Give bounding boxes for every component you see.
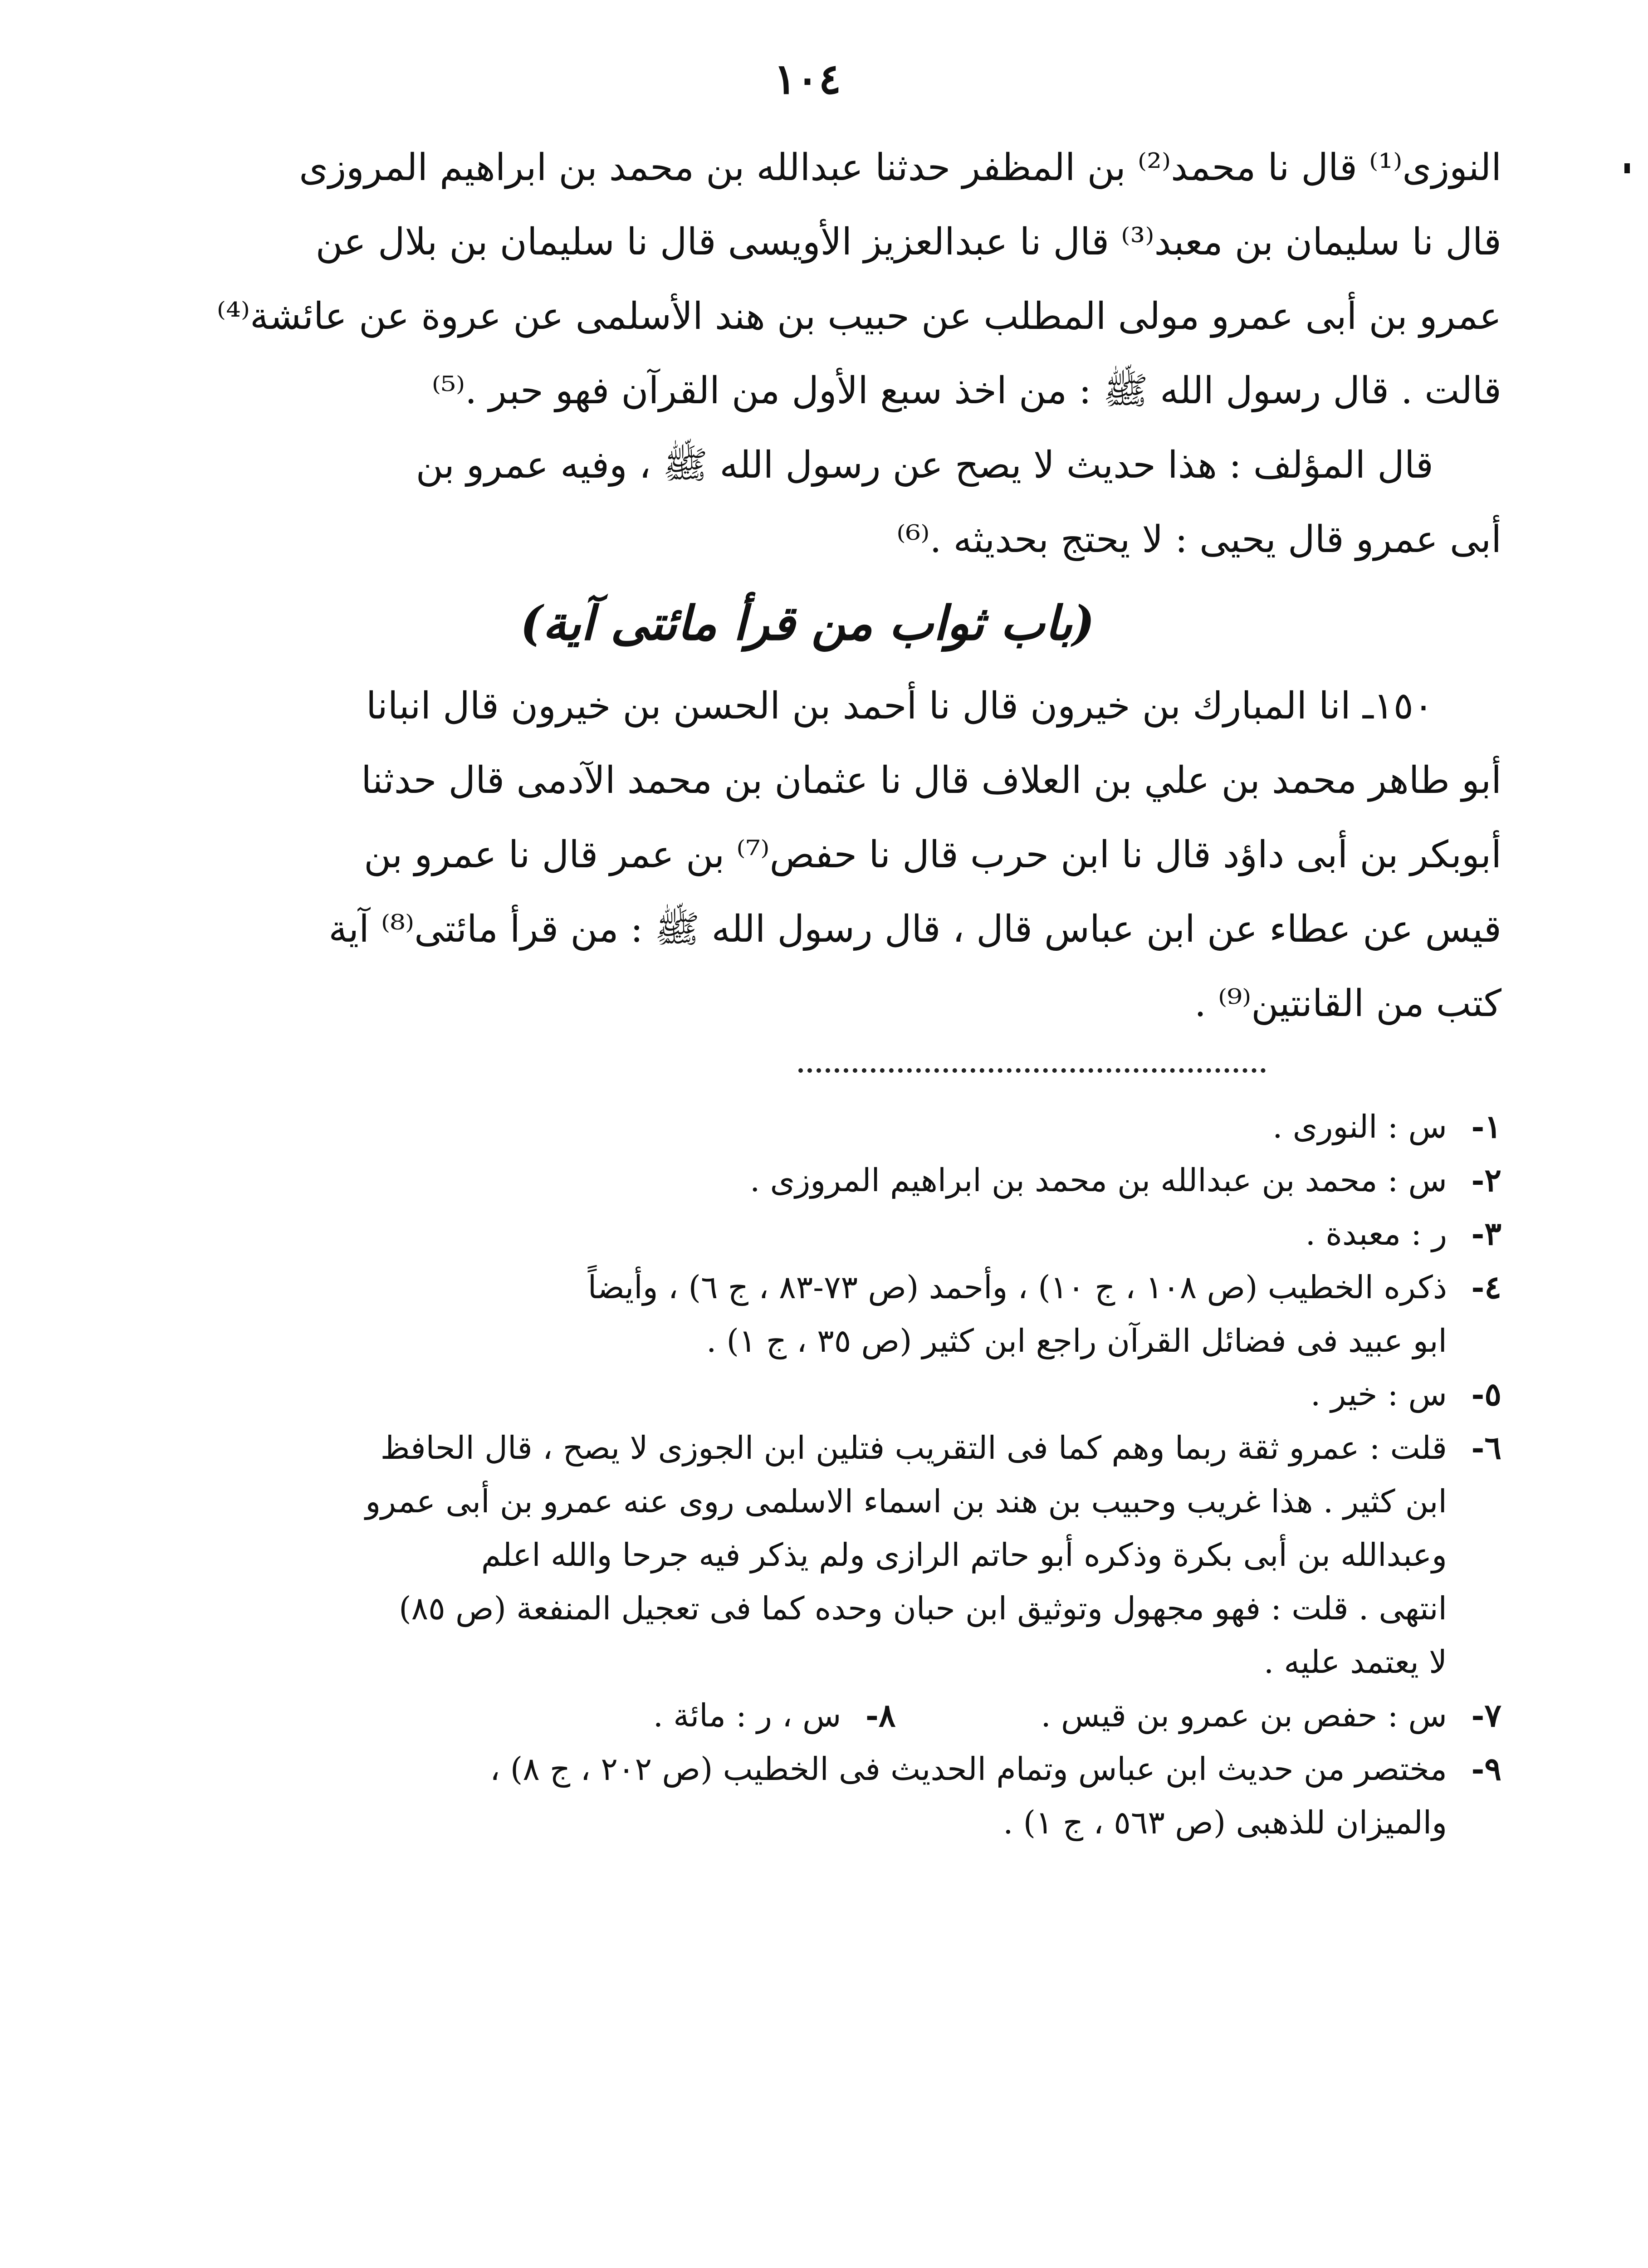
footnote-line: س ، ر : مائة . — [653, 1697, 841, 1734]
footnote-number: ٤- — [1471, 1268, 1501, 1306]
footnote-body — [113, 1207, 1447, 1261]
footnote-line: وعبدالله بن أبى بكرة وذكره أبو حاتم الرازى ولم يذكر فيه جرحا والله اعلم — [481, 1536, 1447, 1574]
footnote-body — [113, 1100, 1447, 1154]
footnote-line: ر : معبدة . — [1305, 1215, 1447, 1252]
footnote-3 — [113, 1207, 1501, 1261]
text-line: قال المؤلف : هذا حديث لا يصح عن رسول الله ﷺ ، وفيه عمرو بن — [416, 444, 1433, 487]
text-line: قيس عن عطاء عن ابن عباس قال ، قال رسول الله ﷺ : من قرأ مائتى⁽⁸⁾ آية — [328, 908, 1501, 951]
footnote-2 — [113, 1154, 1501, 1207]
footnote-body — [113, 1261, 1447, 1368]
text-line: ١٥٠ـ انا المبارك بن خيرون قال نا أحمد بن الحسن بن خيرون قال انبانا — [366, 684, 1433, 728]
footnote-number: ٥- — [1471, 1375, 1501, 1413]
footnote-number: ٦- — [1471, 1429, 1501, 1466]
footnote-body — [113, 1368, 1447, 1421]
text-line: قالت . قال رسول الله ﷺ : من اخذ سبع الأول من القرآن فهو حبر .⁽⁵⁾ — [431, 369, 1501, 412]
paragraph-1 — [113, 131, 1501, 428]
section-heading: (باب ثواب من قرأ مائتى آية) — [520, 595, 1095, 651]
page-number: ١٠٤ — [773, 54, 841, 103]
footnote-number: ٩- — [1471, 1750, 1501, 1788]
footnote-7-8 — [113, 1689, 1501, 1742]
footnote-body — [113, 1742, 1447, 1849]
footnote-5 — [113, 1368, 1501, 1421]
footnote-body — [113, 1421, 1447, 1689]
footnote-line: لا يعتمد عليه . — [1263, 1643, 1447, 1681]
footnote-line: ذكره الخطيب (ص ١٠٨ ، ج ١٠) ، وأحمد (ص ٧٣-٨٣ ، ج ٦) ، وأيضاً — [587, 1269, 1447, 1306]
footnote-number: ١- — [1471, 1108, 1501, 1145]
footnote-4 — [113, 1261, 1501, 1368]
text-line: كتب من القانتين⁽⁹⁾ . — [1194, 982, 1501, 1025]
text-line: أبوبكر بن أبى داؤد قال نا ابن حرب قال نا حفص⁽⁷⁾ بن عمر قال نا عمرو بن — [364, 833, 1501, 876]
footnote-line: س : محمد بن عبدالله بن محمد بن ابراهيم المروزى . — [750, 1162, 1447, 1199]
text-line: عمرو بن أبى عمرو مولى المطلب عن حبيب بن هند الأسلمى عن عروة عن عائشة⁽⁴⁾ — [216, 295, 1501, 338]
footnote-number: ٧- — [1471, 1696, 1501, 1734]
footnote-divider-wrap — [113, 1041, 1501, 1100]
footnote-body — [113, 1154, 1447, 1207]
footnote-1 — [113, 1100, 1501, 1154]
footnote-line: مختصر من حديث ابن عباس وتمام الحديث فى الخطيب (ص ٢٠٢ ، ج ٨) ، — [490, 1750, 1447, 1788]
paragraph-2 — [113, 428, 1501, 577]
footnote-line: س : النورى . — [1272, 1108, 1447, 1145]
footnote-line: ابو عبيد فى فضائل القرآن راجع ابن كثير (ص ٣٥ ، ج ١) . — [706, 1322, 1447, 1359]
text-line: النوزى⁽¹⁾ قال نا محمد⁽²⁾ بن المظفر حدثنا عبدالله بن محمد بن ابراهيم المروزى — [299, 146, 1501, 189]
text-line: أبى عمرو قال يحيى : لا يحتج بحديثه .⁽⁶⁾ — [896, 518, 1501, 561]
footnote-divider — [798, 1068, 1266, 1073]
footnote-line: ابن كثير . هذا غريب وحبيب بن هند بن اسماء الاسلمى روى عنه عمرو بن أبى عمرو — [365, 1483, 1447, 1520]
paragraph-3 — [113, 669, 1501, 1041]
footnotes — [113, 1100, 1501, 1849]
text-line: أبو طاهر محمد بن علي بن العلاف قال نا عثمان بن محمد الآدمى قال حدثنا — [361, 759, 1501, 802]
footnote-number: ٣- — [1471, 1215, 1501, 1252]
footnote-9 — [113, 1742, 1501, 1849]
footnote-number: ٨- — [865, 1696, 896, 1734]
margin-mark — [1624, 163, 1630, 173]
footnote-6 — [113, 1421, 1501, 1689]
text-line: قال نا سليمان بن معبد⁽³⁾ قال نا عبدالعزيز الأويسى قال نا سليمان بن بلال عن — [315, 220, 1501, 264]
footnote-line: انتهى . قلت : فهو مجهول وتوثيق ابن حبان وحده كما فى تعجيل المنفعة (ص ٨٥) — [399, 1590, 1447, 1627]
document-page — [113, 54, 1501, 1849]
footnote-number: ٢- — [1471, 1161, 1501, 1199]
footnote-line: س : حفص بن عمرو بن قيس . — [1041, 1697, 1447, 1734]
footnote-line: والميزان للذهبى (ص ٥٦٣ ، ج ١) . — [1003, 1804, 1447, 1841]
footnote-line: قلت : عمرو ثقة ربما وهم كما فى التقريب فتلين ابن الجوزى لا يصح ، قال الحافظ — [380, 1429, 1447, 1466]
footnote-body — [113, 1689, 1447, 1742]
footnote-line: س : خير . — [1310, 1376, 1447, 1413]
